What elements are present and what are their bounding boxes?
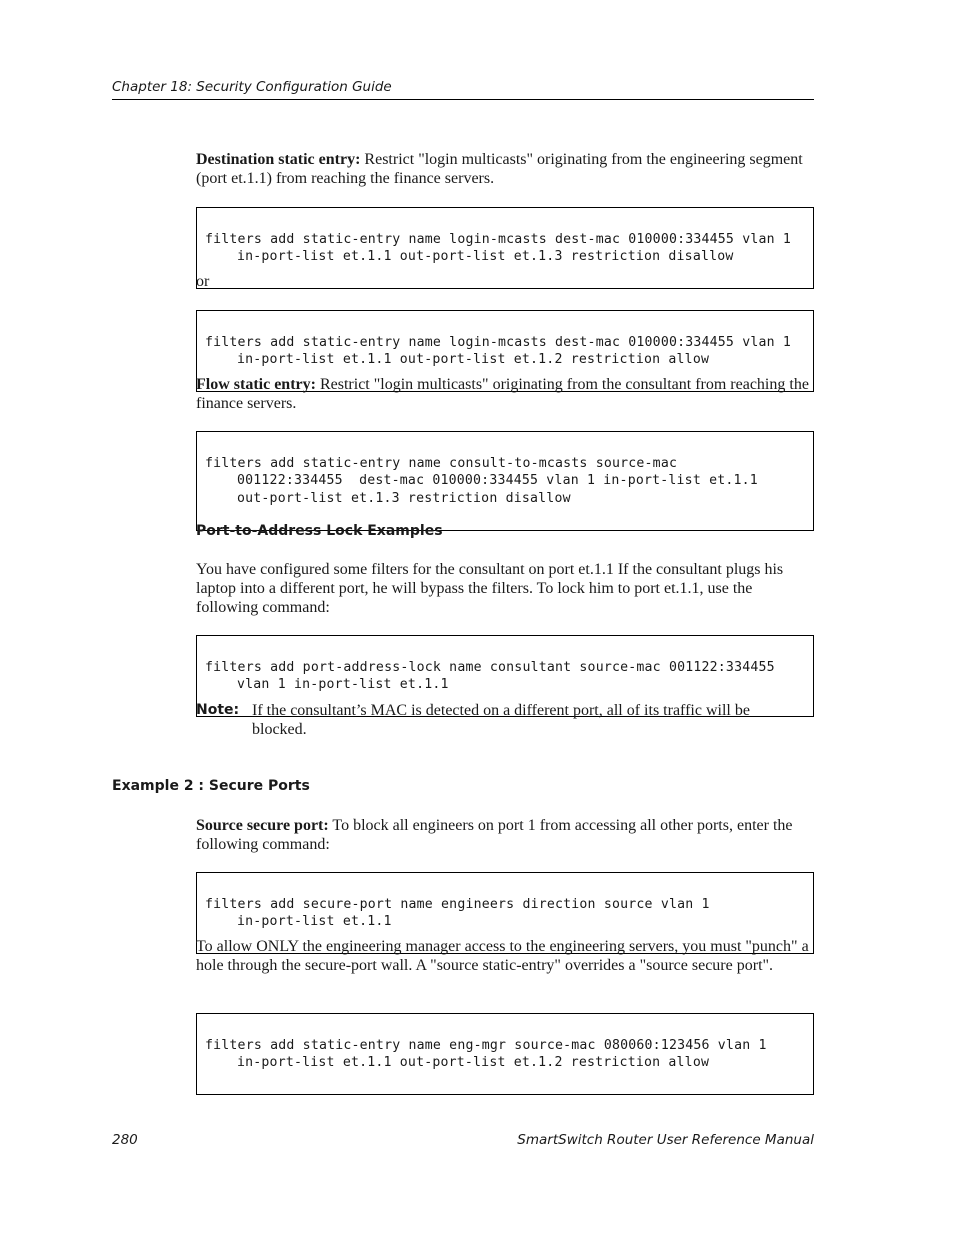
source-secure-label: Source secure port: [196, 817, 329, 834]
port-lock-paragraph: You have configured some filters for the consultant on port et.1.1 If the consultant plugs his laptop into a different port, he will bypass the filters. To lock him to port et.1.1, use the following command: [196, 561, 784, 616]
code-line: filters add secure-port name engineers direction source vlan 1 [205, 896, 710, 912]
note-text: If the consultant’s MAC is detected on a different port, all of its traffic will be blocked. [252, 702, 750, 738]
code-line: filters add static-entry name login-mcasts dest-mac 010000:334455 vlan 1 [205, 231, 792, 247]
code-line: filters add static-entry name eng-mgr source-mac 080060:123456 vlan 1 [205, 1037, 767, 1053]
dest-static-paragraph [196, 150, 816, 188]
source-secure-text: To block all engineers on port 1 from accessing all other ports, enter the following command: [196, 817, 793, 853]
code-line: in-port-list et.1.1 out-port-list et.1.2 restriction allow [237, 1055, 710, 1070]
note-label: Note: [196, 702, 240, 718]
source-secure-paragraph [196, 816, 816, 854]
code-block-eng-mgr [196, 1013, 814, 1095]
code-line: in-port-list et.1.1 out-port-list et.1.2 restriction allow [237, 352, 710, 367]
flow-static-text: Restrict "login multicasts" originating from the consultant from reaching the finance servers. [196, 376, 809, 412]
manual-title: SmartSwitch Router User Reference Manual [517, 1132, 814, 1148]
port-lock-heading: Port-to-Address Lock Examples [196, 523, 443, 539]
code-line: 001122:334455 dest-mac 010000:334455 vlan 1 in-port-list et.1.1 [237, 473, 758, 488]
dest-static-text: Restrict "login multicasts" originating from the engineering segment (port et.1.1) from reaching the finance servers. [196, 151, 803, 187]
code-line: filters add static-entry name login-mcasts dest-mac 010000:334455 vlan 1 [205, 334, 792, 350]
code-line: vlan 1 in-port-list et.1.1 [237, 677, 449, 692]
running-head: Chapter 18: Security Configuration Guide [112, 79, 814, 100]
code-line: in-port-list et.1.1 out-port-list et.1.3 restriction disallow [237, 249, 734, 264]
code-block-consult-to-mcasts [196, 431, 814, 531]
allow-paragraph: To allow ONLY the engineering manager access to the engineering servers, you must "punch" a hole through the secure-port wall. A "source static-entry" overrides a "source secure port". [196, 938, 809, 974]
code-line: filters add port-address-lock name consultant source-mac 001122:334455 [205, 659, 775, 675]
or-text: or [196, 273, 210, 290]
flow-static-paragraph [196, 375, 816, 413]
example2-heading: Example 2 : Secure Ports [112, 778, 310, 794]
dest-static-label: Destination static entry: [196, 151, 361, 168]
code-line: in-port-list et.1.1 [237, 914, 392, 929]
code-line: out-port-list et.1.3 restriction disallow [237, 490, 571, 506]
page-number: 280 [112, 1132, 138, 1148]
code-line: filters add static-entry name consult-to-mcasts source-mac [205, 455, 678, 471]
flow-static-label: Flow static entry: [196, 376, 316, 393]
